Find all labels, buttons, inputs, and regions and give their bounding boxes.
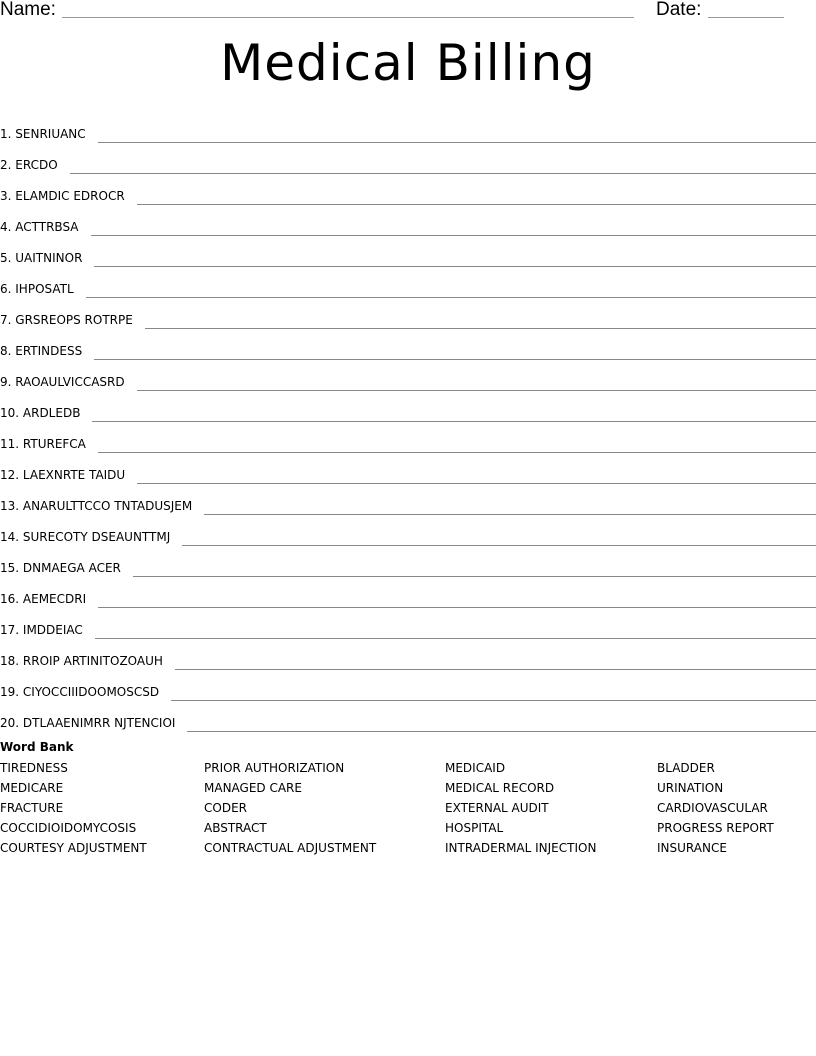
question-row	[0, 143, 816, 174]
word-bank-item: CONTRACTUAL ADJUSTMENT	[204, 841, 377, 855]
answer-line[interactable]	[137, 482, 816, 484]
word-bank-column	[204, 760, 376, 860]
question-label: 16. AEMECDRI	[0, 592, 87, 606]
answer-line[interactable]	[91, 234, 816, 236]
question-row	[0, 453, 816, 484]
answer-line[interactable]	[171, 699, 816, 701]
question-row	[0, 329, 816, 360]
word-bank-item: MEDICAID	[445, 761, 506, 775]
word-bank-item: MEDICAL RECORD	[445, 781, 555, 795]
question-row	[0, 422, 816, 453]
question-label: 18. RROIP ARTINITOZOAUH	[0, 654, 163, 668]
date-field-line[interactable]	[708, 17, 784, 18]
word-bank-item: CODER	[204, 801, 247, 815]
word-bank-item: FRACTURE	[0, 801, 64, 815]
word-bank	[0, 760, 816, 860]
question-row	[0, 205, 816, 236]
answer-line[interactable]	[95, 637, 816, 639]
word-bank-item: CARDIOVASCULAR	[657, 801, 768, 815]
answer-line[interactable]	[94, 265, 816, 267]
question-row	[0, 391, 816, 422]
page-title: Medical Billing	[220, 34, 596, 92]
question-row	[0, 670, 816, 701]
question-label: 5. UAITNINOR	[0, 251, 83, 265]
answer-line[interactable]	[137, 389, 816, 391]
word-bank-column	[0, 760, 147, 860]
question-label: 12. LAEXNRTE TAIDU	[0, 468, 126, 482]
question-label: 13. ANARULTTCCO TNTADUSJEM	[0, 499, 193, 513]
word-bank-item: PRIOR AUTHORIZATION	[204, 761, 345, 775]
word-bank-column	[657, 760, 774, 860]
word-bank-item: ABSTRACT	[204, 821, 267, 835]
date-label: Date:	[656, 0, 702, 20]
word-bank-title: Word Bank	[0, 740, 74, 754]
word-bank-item: MEDICARE	[0, 781, 64, 795]
word-bank-item: BLADDER	[657, 761, 715, 775]
answer-line[interactable]	[133, 575, 816, 577]
question-label: 14. SURECOTY DSEAUNTTMJ	[0, 530, 171, 544]
question-row	[0, 267, 816, 298]
question-label: 7. GRSREOPS ROTRPE	[0, 313, 133, 327]
question-label: 15. DNMAEGA ACER	[0, 561, 121, 575]
answer-line[interactable]	[175, 668, 816, 670]
word-bank-item: INTRADERMAL INJECTION	[445, 841, 597, 855]
question-label: 20. DTLAAENIMRR NJTENCIOI	[0, 716, 176, 730]
word-bank-item: EXTERNAL AUDIT	[445, 801, 549, 815]
question-row	[0, 515, 816, 546]
question-label: 2. ERCDO	[0, 158, 58, 172]
answer-line[interactable]	[204, 513, 816, 515]
answer-line[interactable]	[94, 358, 816, 360]
question-row	[0, 236, 816, 267]
question-row	[0, 639, 816, 670]
question-row	[0, 577, 816, 608]
answer-line[interactable]	[137, 203, 816, 205]
answer-line[interactable]	[145, 327, 816, 329]
question-row	[0, 298, 816, 329]
header-row	[0, 0, 816, 24]
answer-line[interactable]	[70, 172, 816, 174]
answer-line[interactable]	[86, 296, 816, 298]
question-label: 11. RTUREFCA	[0, 437, 86, 451]
question-label: 9. RAOAULVICCASRD	[0, 375, 125, 389]
question-row	[0, 608, 816, 639]
question-list	[0, 112, 816, 732]
word-bank-item: COURTESY ADJUSTMENT	[0, 841, 147, 855]
name-label: Name:	[0, 0, 56, 20]
question-row	[0, 701, 816, 732]
question-label: 17. IMDDEIAC	[0, 623, 83, 637]
answer-line[interactable]	[92, 420, 816, 422]
word-bank-item: COCCIDIOIDOMYCOSIS	[0, 821, 137, 835]
question-row	[0, 174, 816, 205]
answer-line[interactable]	[182, 544, 816, 546]
question-row	[0, 546, 816, 577]
question-label: 1. SENRIUANC	[0, 127, 86, 141]
question-label: 10. ARDLEDB	[0, 406, 81, 420]
word-bank-item: MANAGED CARE	[204, 781, 302, 795]
question-label: 4. ACTTRBSA	[0, 220, 79, 234]
word-bank-column	[445, 760, 596, 860]
word-bank-item: HOSPITAL	[445, 821, 504, 835]
word-bank-item: INSURANCE	[657, 841, 727, 855]
answer-line[interactable]	[187, 730, 816, 732]
question-row	[0, 360, 816, 391]
word-bank-item: URINATION	[657, 781, 724, 795]
name-field-line[interactable]	[62, 17, 634, 18]
question-row	[0, 112, 816, 143]
question-row	[0, 484, 816, 515]
question-label: 6. IHPOSATL	[0, 282, 74, 296]
answer-line[interactable]	[98, 141, 816, 143]
word-bank-item: PROGRESS REPORT	[657, 821, 774, 835]
question-label: 8. ERTINDESS	[0, 344, 83, 358]
answer-line[interactable]	[98, 451, 816, 453]
word-bank-item: TIREDNESS	[0, 761, 68, 775]
question-label: 19. CIYOCCIIIDOOMOSCSD	[0, 685, 160, 699]
question-label: 3. ELAMDIC EDROCR	[0, 189, 125, 203]
answer-line[interactable]	[98, 606, 816, 608]
